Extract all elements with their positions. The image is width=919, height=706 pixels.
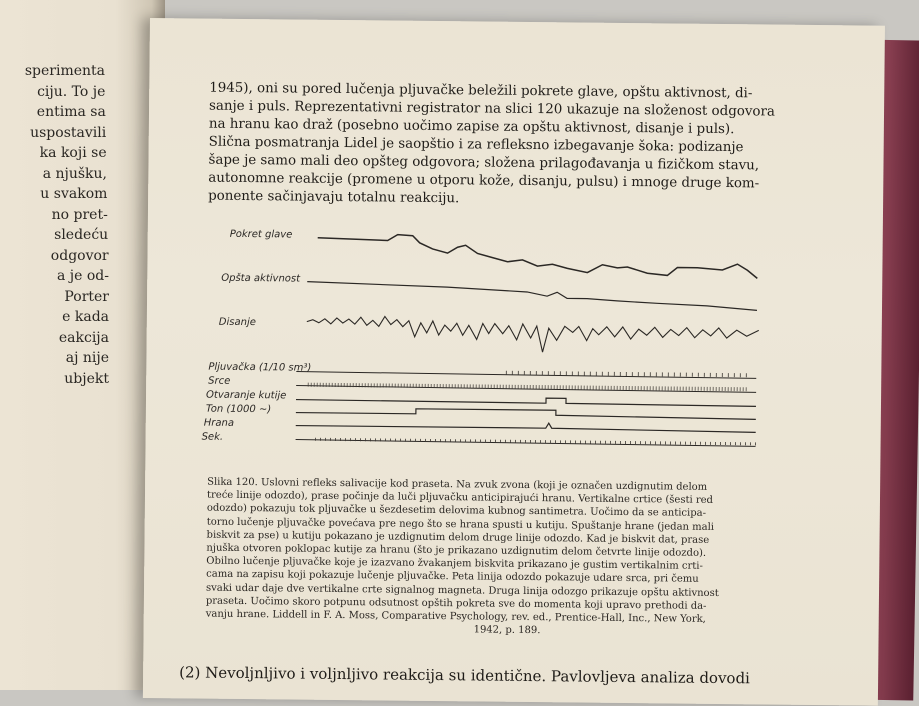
left-page-line: a je od- xyxy=(0,267,109,285)
left-page-line: sperimenta xyxy=(0,62,105,80)
caption-line: odozdo) pokazuju tok pljuvačke u šezdesetim delovima kubnog santimetra. Uočimo da se anticipa- xyxy=(207,503,706,519)
body-line: šape je samo mali deo opšteg odgovora; složena prilagođavanja u fizičkom stavu, xyxy=(208,153,759,174)
left-page-line: eakcija xyxy=(0,329,109,347)
left-page-line: ubjekt xyxy=(0,370,109,388)
trace-label: Otvaranje kutije xyxy=(206,390,286,402)
body-line: 1945), oni su pored lučenja pljuvačke beležili pokrete glave, opštu aktivnost, di- xyxy=(209,81,752,102)
caption-line: svaki udar daje dve vertikalne crte signalnog magneta. Druga linija odozgo prikazuje opštu aktivnost xyxy=(206,582,719,598)
trace-food xyxy=(296,421,756,433)
trace-label: Sek. xyxy=(202,432,224,443)
body-line: ponente sačinjavaju totalnu reakciju. xyxy=(208,189,459,207)
caption-line: vanju hrane. Liddell in F. A. Moss, Comparative Psychology, rev. ed., Prentice-Hall, Inc., New York, xyxy=(206,609,706,625)
left-page-line: uspostavili xyxy=(0,124,106,142)
left-page-line: ciju. To je xyxy=(0,83,105,101)
caption-line: 1942, p. 189. xyxy=(474,625,541,637)
trace-label: Hrana xyxy=(204,418,234,429)
trace-head-movement xyxy=(317,234,757,279)
trace-box-opening xyxy=(296,396,756,407)
trace-seconds-ticks xyxy=(316,438,756,446)
caption-line: praseta. Uočimo skoro potpunu odsutnost opštih pokreta sve do momenta koji upravo prethodi da- xyxy=(206,595,707,611)
body-line: na hranu kao draž (posebno uočimo zapise za opštu aktivnost, disanje i puls). xyxy=(209,117,735,138)
caption-line: treće linije odozdo), prase počinje da luči pljuvačku anticipirajući hranu. Vertikalne crtice (šesti red xyxy=(207,490,713,506)
left-page-line: entima sa xyxy=(0,103,106,121)
trace-saliva xyxy=(296,372,756,379)
left-page-line: Porter xyxy=(0,288,109,306)
trace-general-activity xyxy=(307,282,757,311)
trace-label: Disanje xyxy=(219,317,256,328)
left-page xyxy=(0,0,165,690)
bottom-text-line: (2) Nevoljnljivo i voljnljivo reakcija su identične. Pavlovljeva analiza dovodi xyxy=(179,663,750,687)
left-page-line: a njušku, xyxy=(0,165,107,183)
body-line: Slična posmatranja Lidel je saopštio i za refleksno izbegavanje šoka: podizanje xyxy=(209,135,744,156)
body-line: autonomne reakcije (promene u otporu kože, disanju, pulsu) i mnoge druge kom- xyxy=(208,171,759,192)
left-page-line: sledeću xyxy=(0,226,108,244)
trace-label: Ton (1000 ~) xyxy=(206,404,271,416)
left-page-line: odgovor xyxy=(0,247,109,265)
trace-breathing xyxy=(307,316,759,355)
caption-line: biskvit za pse) u kutiju pokazano je uzdignutim delom druge linije odozdo. Kad je biskvit dat, prase xyxy=(207,529,710,545)
caption-line: torno lučenje pljuvačke povećava pre nego što se hrana spusti u kutiju. Spuštanje hrane (jedan mali xyxy=(207,516,714,532)
trace-heart-ticks xyxy=(308,383,746,392)
trace-label: Opšta aktivnost xyxy=(221,273,300,285)
right-page xyxy=(143,18,885,706)
caption-line: Obilno lučenje pljuvačke koje je izazvano žvakanjem biskvita prikazano je gustim vertikalnim crti- xyxy=(206,556,703,572)
left-page-line: no pret- xyxy=(0,206,108,224)
caption-line: Slika 120. Uslovni refleks salivacije kod praseta. Na zvuk zvona (koji je označen uzdignutim delom xyxy=(207,477,707,493)
trace-label: Pokret glave xyxy=(230,229,293,241)
left-page-line: aj nije xyxy=(0,349,109,367)
trace-label: Pljuvačka (1/10 sm³) xyxy=(208,362,311,374)
caption-line: cama na zapisu koji pokazuje lučenje pljuvačke. Peta linija odozdo pokazuje udare srca, pri čemu xyxy=(206,569,699,585)
trace-tone xyxy=(296,408,756,420)
left-page-line: e kada xyxy=(0,308,109,326)
trace-label: Srce xyxy=(208,376,230,387)
left-page-line: ka koji se xyxy=(0,144,107,162)
recording-traces xyxy=(145,18,885,466)
body-line: sanje i puls. Reprezentativni registrator na slici 120 ukazuje na složenost odgovora xyxy=(209,99,775,120)
caption-line: njuška otvoren poklopac kutije za hranu (što je prikazano uzdignutim delom četvrte linije odozdo). xyxy=(206,543,706,559)
left-page-line: u svakom xyxy=(0,185,107,203)
